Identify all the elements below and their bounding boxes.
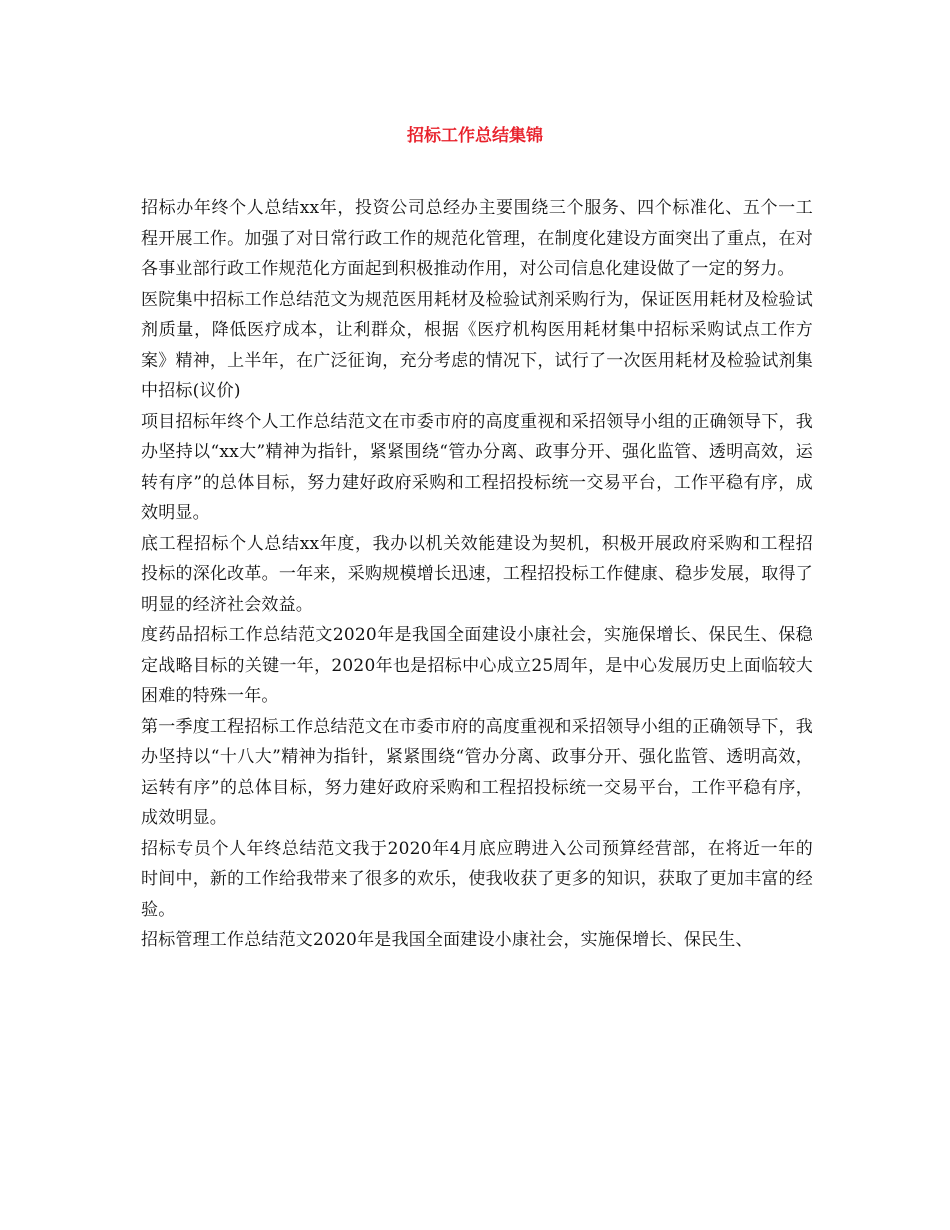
paragraph: 第一季度工程招标工作总结范文在市委市府的高度重视和采招领导小组的正确领导下，我办坚持以“十八大”精神为指针，紧紧围绕“管办分离、政事分开、强化监管、透明高效，运转有序”的总体目标，努力建好政府采购和工程招投标统一交易平台，工作平稳有序，成效明显。 [141,716,813,828]
paragraph: 招标专员个人年终总结范文我于2020年4月底应聘进入公司预算经营部，在将近一年的时间中，新的工作给我带来了很多的欢乐，使我收获了更多的知识，获取了更加丰富的经验。 [141,838,813,920]
paragraph: 项目招标年终个人工作总结范文在市委市府的高度重视和采招领导小组的正确领导下，我办坚持以“xx大”精神为指针，紧紧围绕“管办分离、政事分开、强化监管、透明高效，运转有序”的总体目标，努力建好政府采购和工程招投标统一交易平台，工作平稳有序，成效明显。 [141,411,813,523]
paragraph: 底工程招标个人总结xx年度，我办以机关效能建设为契机，积极开展政府采购和工程招投标的深化改革。一年来，采购规模增长迅速，工程招投标工作健康、稳步发展，取得了明显的经济社会效益。 [141,533,813,615]
paragraph: 招标管理工作总结范文2020年是我国全面建设小康社会，实施保增长、保民生、 [141,930,753,950]
document-body [141,193,813,956]
paragraph: 招标办年终个人总结xx年，投资公司总经办主要围绕三个服务、四个标准化、五个一工程开展工作。加强了对日常行政工作的规范化管理，在制度化建设方面突出了重点，在对各事业部行政工作规范化方面起到积极推动作用，对公司信息化建设做了一定的努力。 [141,198,813,279]
paragraph: 度药品招标工作总结范文2020年是我国全面建设小康社会，实施保增长、保民生、保稳定战略目标的关键一年，2020年也是招标中心成立25周年，是中心发展历史上面临较大困难的特殊一年。 [141,625,813,706]
paragraph: 医院集中招标工作总结范文为规范医用耗材及检验试剂采购行为，保证医用耗材及检验试剂质量，降低医疗成本，让利群众，根据《医疗机构医用耗材集中招标采购试点工作方案》精神，上半年，在广泛征询，充分考虑的情况下，试行了一次医用耗材及检验试剂集中招标(议价) [141,289,813,401]
document-title: 招标工作总结集锦 [407,126,543,146]
